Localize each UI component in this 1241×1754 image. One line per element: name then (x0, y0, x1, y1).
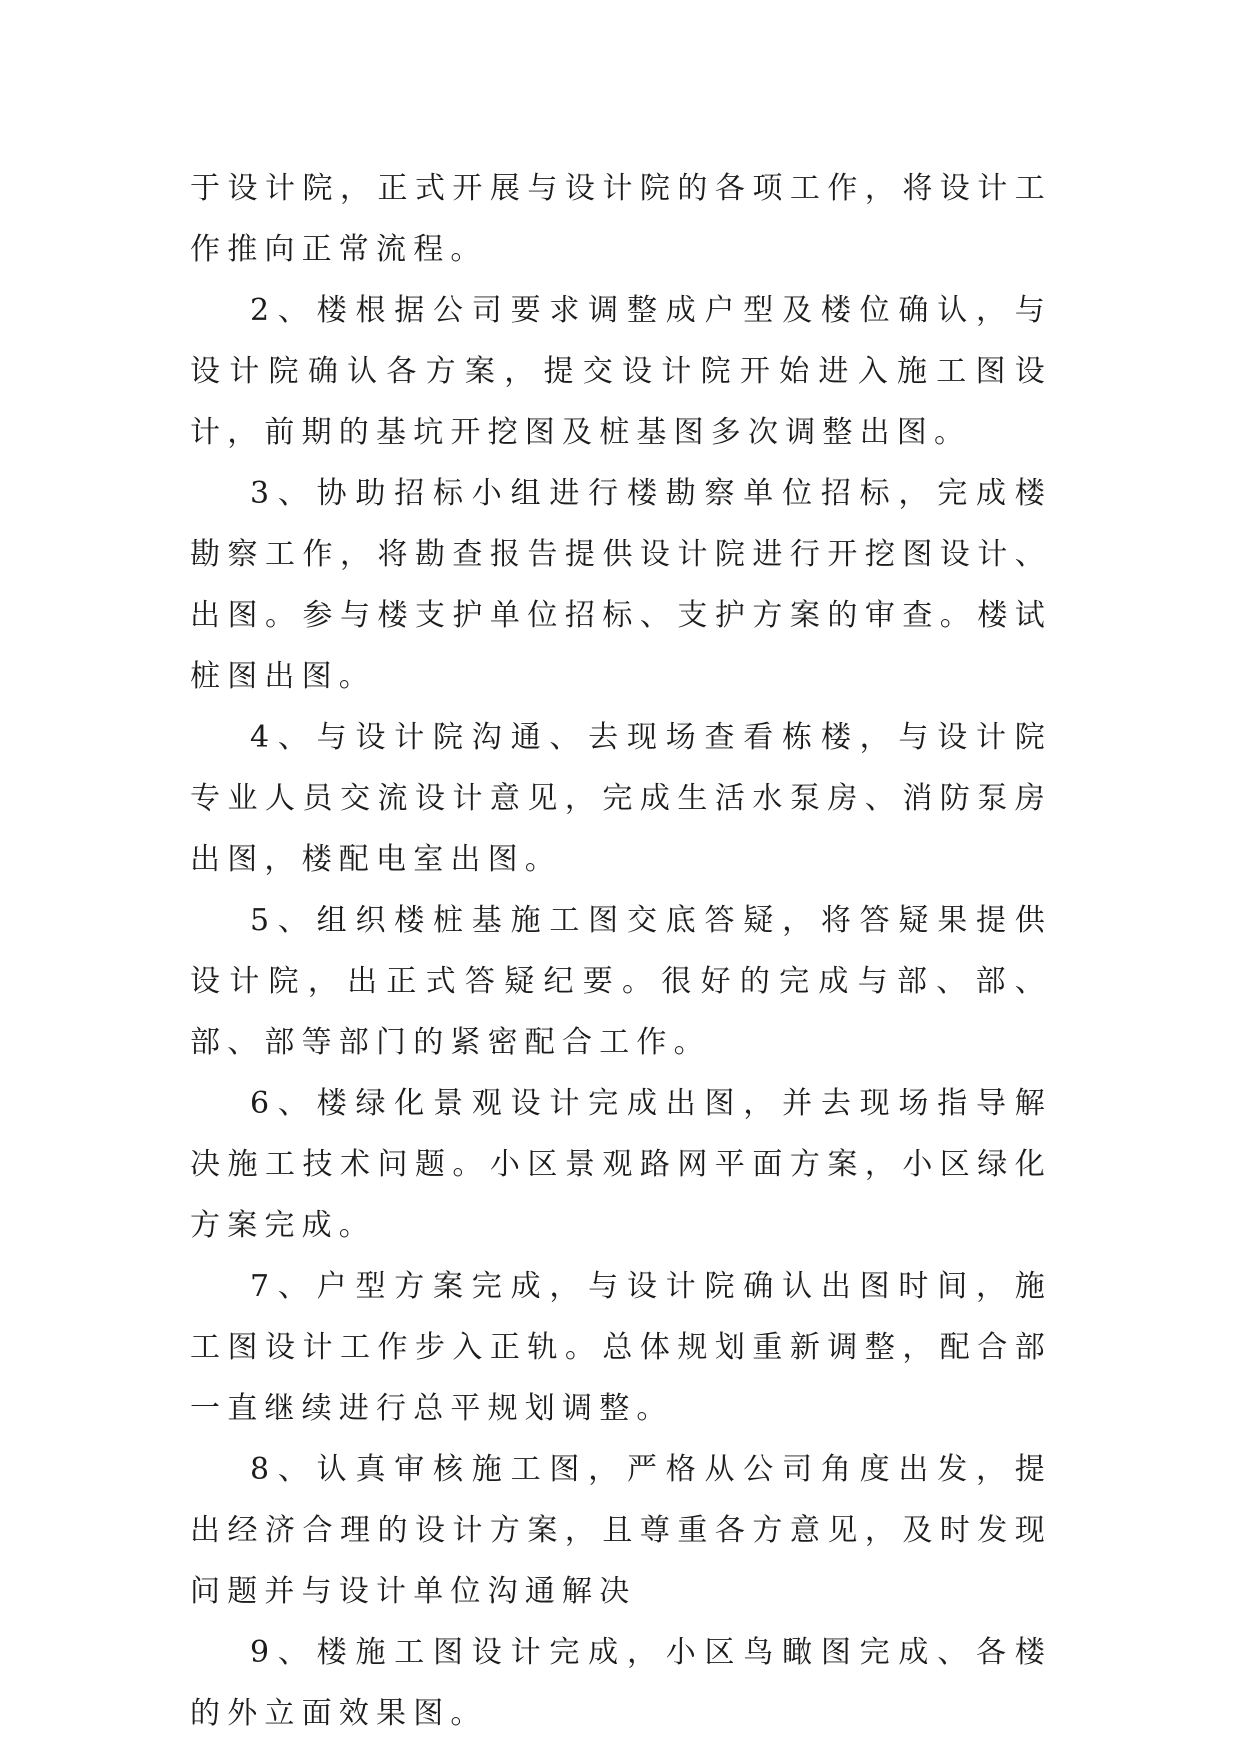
paragraph-continuation: 于设计院，正式开展与设计院的各项工作，将设计工作推向正常流程。 (190, 171, 1052, 267)
paragraph-item-9: 9、楼施工图设计完成，小区鸟瞰图完成、各楼的外立面效果图。 (190, 1635, 1052, 1731)
paragraph-item-8: 8、认真审核施工图，严格从公司角度出发，提出经济合理的设计方案，且尊重各方意见，及时发现问题并与设计单位沟通解决 (190, 1452, 1052, 1609)
paragraph-item-2: 2、楼根据公司要求调整成户型及楼位确认，与设计院确认各方案，提交设计院开始进入施工图设计，前期的基坑开挖图及桩基图多次调整出图。 (190, 293, 1052, 450)
document-body (190, 158, 1052, 1744)
paragraph-item-5: 5、组织楼桩基施工图交底答疑，将答疑果提供设计院，出正式答疑纪要。很好的完成与部、部、部、部等部门的紧密配合工作。 (190, 903, 1052, 1060)
paragraph-item-3: 3、协助招标小组进行楼勘察单位招标，完成楼勘察工作，将勘查报告提供设计院进行开挖图设计、出图。参与楼支护单位招标、支护方案的审查。楼试桩图出图。 (190, 476, 1052, 694)
paragraph-item-6: 6、楼绿化景观设计完成出图，并去现场指导解决施工技术问题。小区景观路网平面方案，小区绿化方案完成。 (190, 1086, 1052, 1243)
paragraph-item-7: 7、户型方案完成，与设计院确认出图时间，施工图设计工作步入正轨。总体规划重新调整，配合部一直继续进行总平规划调整。 (190, 1269, 1052, 1426)
paragraph-item-4: 4、与设计院沟通、去现场查看栋楼，与设计院专业人员交流设计意见，完成生活水泵房、消防泵房出图，楼配电室出图。 (190, 720, 1052, 877)
